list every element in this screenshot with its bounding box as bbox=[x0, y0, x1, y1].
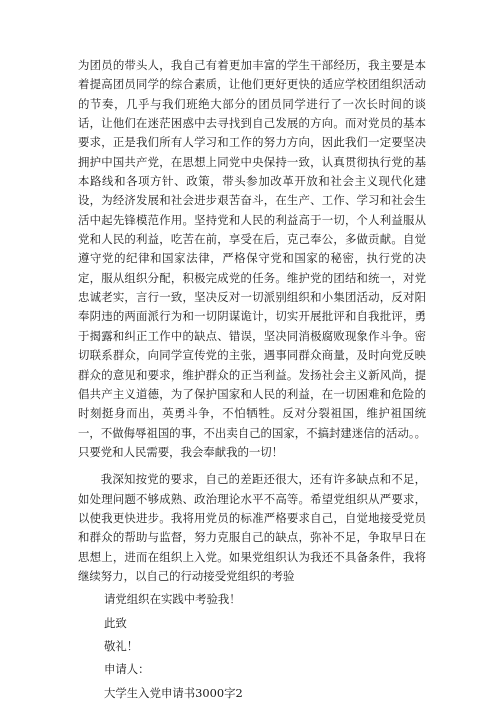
closing-applicant: 申请人： bbox=[104, 662, 150, 677]
document-body bbox=[78, 56, 426, 703]
next-document-title: 大学生入党申请书3000字2 bbox=[104, 685, 243, 700]
closing-salute-2: 敬礼！ bbox=[104, 638, 139, 653]
closing-salute-1: 此致 bbox=[104, 615, 127, 630]
paragraph-2: 我深知按党的要求，自己的差距还很大，还有许多缺点和不足，如处理问题不够成熟、政治理论水平不高等。希望党组织从严要求，以使我更快进步。我将用党员的标准严格要求自己，自觉地接受党员和群众的帮助与监督，努力克服自己的缺点，弥补不足，争取早日在思想上，进而在组织上入党。如果党组织认为我还不具备条件，我将继续努力，以自己的行动接受党组织的考验 bbox=[78, 472, 426, 583]
closing-request: 请党组织在实践中考验我！ bbox=[104, 592, 241, 607]
paragraph-1: 为团员的带头人，我自己有着更加丰富的学生干部经历，我主要是本着提高团员同学的综合素质，让他们更好更快的适应学校团组织活动的节奏，几乎与我们班绝大部分的团员同学进行了一次长时间的谈话，让他们在迷茫困惑中去寻找到自己发展的方向。而对党员的基本要求，正是我们所有人学习和工作的努力方向，因此我们一定要坚决拥护中国共产党，在思想上同党中央保持一致，认真贯彻执行党的基本路线和各项方针、政策，带头参加改革开放和社会主义现代化建设，为经济发展和社会进步艰苦奋斗，在生产、工作、学习和社会生活中起先锋模范作用。坚持党和人民的利益高于一切，个人利益服从党和人民的利益，吃苦在前，享受在后，克己奉公，多做贡献。自觉遵守党的纪律和国家法律，严格保守党和国家的秘密，执行党的决定，服从组织分配，积极完成党的任务。维护党的团结和统一，对党忠诚老实，言行一致，坚决反对一切派别组织和小集团活动，反对阳奉阴违的两面派行为和一切阴谋诡计，切实开展批评和自我批评，勇于揭露和纠正工作中的缺点、错误，坚决同消极腐败现象作斗争。密切联系群众，向同学宣传党的主张，遇事同群众商量，及时向党反映群众的意见和要求，维护群众的正当利益。发扬社会主义新风尚，提倡共产主义道德，为了保护国家和人民的利益，在一切困难和危险的时刻挺身而出，英勇斗争，不怕牺牲。反对分裂祖国，维护祖国统一，不做侮辱祖国的事，不出卖自己的国家，不搞封建迷信的活动。。只要党和人民需要，我会奉献我的一切！ bbox=[78, 58, 426, 459]
